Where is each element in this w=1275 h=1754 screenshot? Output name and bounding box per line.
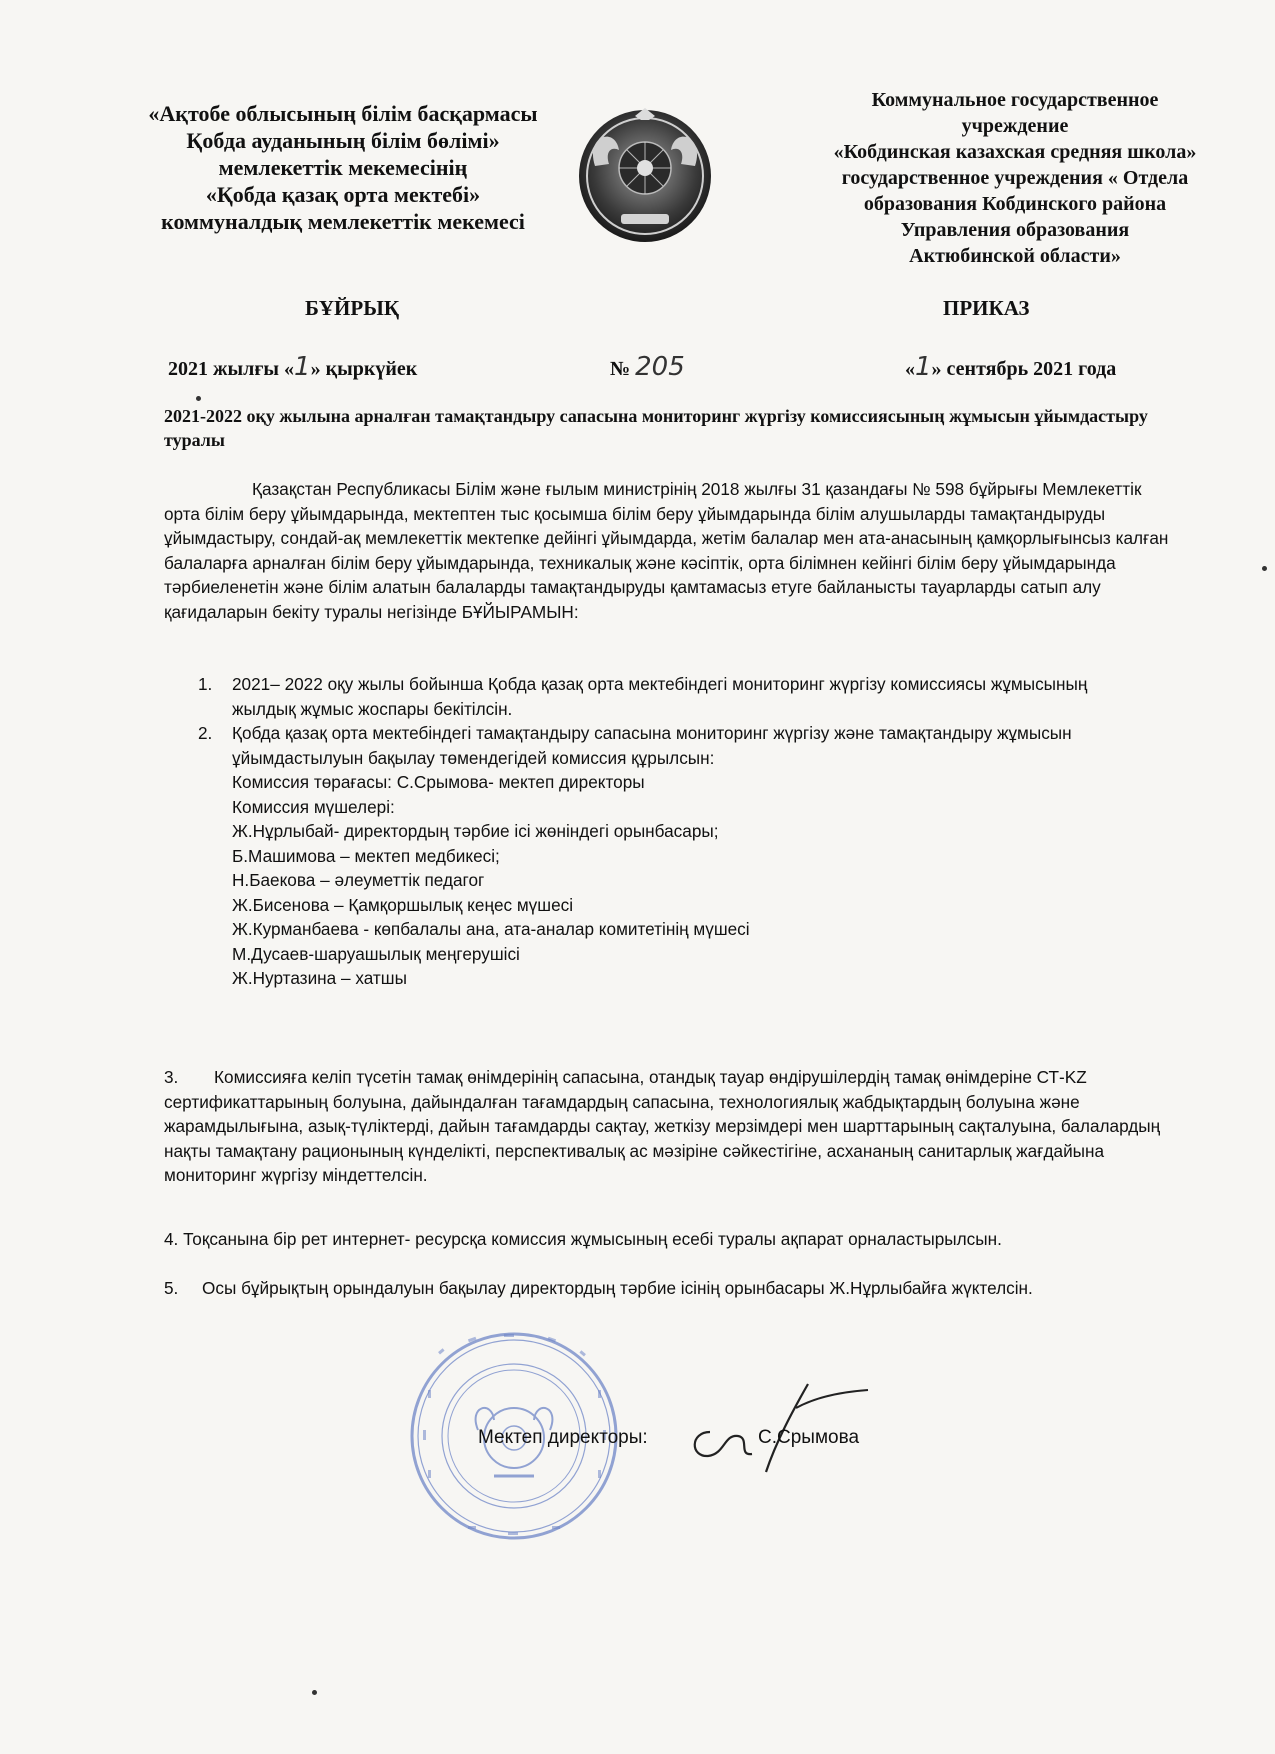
date-russian (905, 352, 1116, 382)
date-kazakh (168, 352, 417, 382)
item-5-paragraph (164, 1276, 1194, 1301)
commission-member: Ж.Нұрлыбай- директордың тәрбие ісі жөніндегі орынбасары; (232, 821, 719, 841)
order-title-russian: ПРИКАЗ (943, 296, 1030, 320)
item-text: Осы бұйрықтың орындалуын бақылау директордың тәрбие ісінің орынбасары Ж.Нұрлыбайға жүктелсін. (202, 1278, 1033, 1298)
date-ru-prefix: « (905, 358, 915, 380)
order-number (610, 352, 685, 382)
speck (1262, 566, 1267, 571)
header-ru-line: учреждение (961, 115, 1069, 137)
commission-member: Ж.Нуртазина – хатшы (232, 968, 407, 988)
signature-name: С.Срымова (758, 1427, 860, 1448)
header-ru-line: образования Кобдинского района (863, 193, 1167, 215)
commission-member: Ж.Бисенова – Қамқоршылық кеңес мүшесі (232, 894, 574, 915)
speck (312, 1690, 317, 1695)
header-kz-line: мемлекеттік мекемесінің (218, 155, 468, 180)
list-item (198, 721, 1128, 991)
header-ru-line: государственное учреждения « Отдела (841, 167, 1189, 189)
item-number: 3. (164, 1067, 179, 1087)
preamble-paragraph (164, 477, 1174, 624)
header-russian (790, 87, 1240, 269)
item-4-paragraph: 4. Тоқсанына бір рет интернет- ресурсқа комиссия жұмысының есебі туралы ақпарат орналастырылсын. (164, 1229, 1002, 1249)
commission-member: Н.Баекова – әлеуметтік педагог (232, 870, 485, 890)
item-number: 2. (198, 723, 213, 743)
commission-member: М.Дусаев-шаруашылық меңгерушісі (232, 943, 520, 964)
header-kz-line: Қобда ауданының білім бөлімі» (186, 128, 500, 153)
date-ru-suffix: » сентябрь 2021 года (931, 358, 1117, 380)
order-items-list (198, 672, 1128, 991)
signature-label: Мектеп директоры: (478, 1427, 648, 1448)
header-kazakh (118, 100, 568, 235)
header-ru-line: Актюбинской области» (909, 245, 1121, 267)
item-text: Қобда қазақ орта мектебіндегі тамақтандыру сапасына мониторинг жүргізу және тамақтандыру жұмысын ұйымдастылуын бақылау төмендегідей комиссия құрылсын: (232, 723, 1072, 768)
speck (196, 396, 201, 401)
commission-member: Ж.Курманбаева - көпбалалы ана, ата-аналар комитетінің мүшесі (232, 919, 750, 939)
item-3-paragraph (164, 1065, 1194, 1188)
header-kz-line: «Қобда қазақ орта мектебі» (205, 182, 481, 207)
commission-member: Комиссия төрағасы: С.Срымова- мектеп директоры (232, 772, 645, 792)
list-item (198, 672, 1128, 721)
order-number-label: № (610, 358, 631, 380)
date-kz-day-handwritten: 1 (294, 352, 311, 382)
header-kz-line: «Ақтобе облысының білім басқармасы (148, 101, 538, 126)
item-number: 5. (164, 1278, 179, 1298)
header-ru-line: Управления образования (900, 219, 1130, 241)
item-text: Комиссияға келіп түсетін тамақ өнімдерінің сапасына, отандық тауар өндірушілердің тамақ өнімдеріне СТ-KZ сертификаттарының болуына, дайындалған тағамдардың сапасына, технологиялық жабдықтардың болуына және жарамдылығына, азық-түліктерді, дайын тағамдарды сақтау, жеткізу мерзімдері мен шарттарының сақталуына, балалардың нақты тамақтану рационының күнделікті, перспективалық ас мәзіріне сәйкестігіне, асхананың санитарлық жағдайына мониторинг жүргізу міндеттелсін. (164, 1067, 1161, 1185)
preamble-text: Қазақстан Республикасы Білім және ғылым министрінің 2018 жылғы 31 қазандағы № 598 бұйрығы Мемлекеттік орта білім беру ұйымдарында, мектептен тыс қосымша білім беру ұйымдарында білім алушыларды тамақтандыруды ұйымдастыру, сондай-ақ мемлекеттік мектепке дейінгі ұйымдарда, жетім балалар мен ата-анасының қамқорлығынсыз калған балаларға арналған білім беру ұйымдарында, техникалық және кәсіптік, орта білімнен кейінгі білім беру ұйымдарында тәрбиеленетін және білім алатын балаларды тамақтандыруды қамтамасыз етуге байланысты тауарларды сатып алу қағидаларын бекіту туралы негізінде БҰЙЫРАМЫН: (164, 479, 1169, 622)
order-title-kazakh: БҰЙРЫҚ (305, 296, 400, 320)
date-kz-suffix: » қыркүйек (310, 358, 418, 380)
item-number: 1. (198, 674, 213, 694)
header-ru-line: «Кобдинская казахская средняя школа» (833, 141, 1197, 163)
order-number-handwritten: 205 (635, 352, 685, 382)
date-kz-prefix: 2021 жылғы « (168, 358, 295, 380)
header-ru-line: Коммунальное государственное (871, 89, 1159, 111)
date-ru-day-handwritten: 1 (915, 352, 932, 382)
commission-member: Б.Машимова – мектеп медбикесі; (232, 845, 500, 866)
state-emblem-icon (575, 106, 715, 246)
commission-member: Комиссия мүшелері: (232, 796, 395, 817)
order-subject: 2021-2022 оқу жылына арналған тамақтандыру сапасына мониторинг жүргізу комиссиясының жұмысын ұйымдастыру туралы (164, 406, 1148, 450)
header-kz-line: коммуналдық мемлекеттік мекемесі (161, 209, 525, 234)
item-text: 2021– 2022 оқу жылы бойынша Қобда қазақ орта мектебіндегі мониторинг жүргізу комиссиясы жұмысының жылдық жұмыс жоспары бекітілсін. (232, 674, 1088, 719)
